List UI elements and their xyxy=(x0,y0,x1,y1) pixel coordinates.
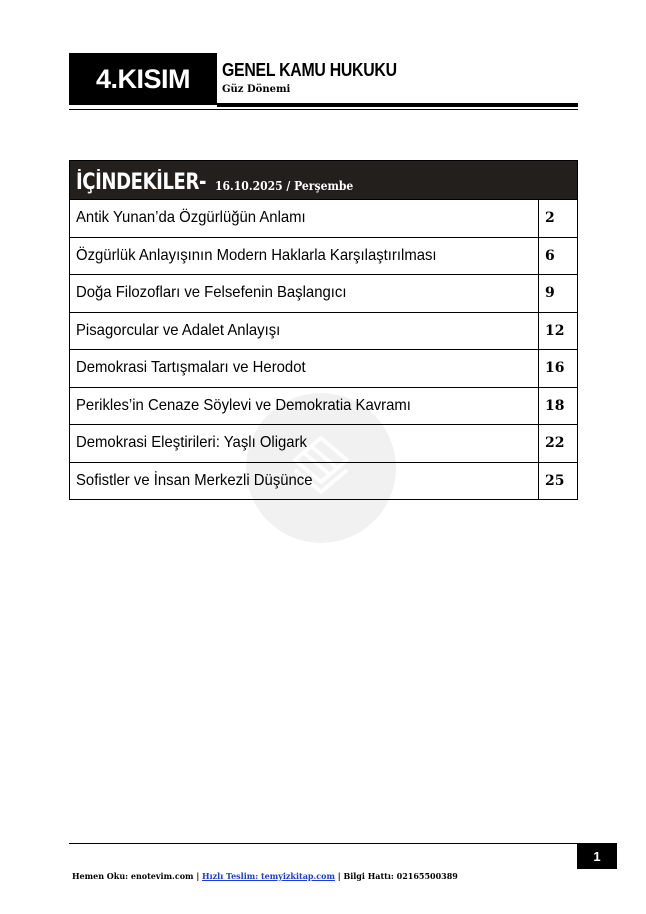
footer-delivery-link[interactable]: Hızlı Teslim: temyizkitap.com xyxy=(202,871,335,881)
toc-row[interactable] xyxy=(70,312,577,350)
toc-entry-title-text: Özgürlük Anlayışının Modern Haklarla Karşılaştırılması xyxy=(76,246,437,264)
toc-heading: İÇİNDEKİLER- xyxy=(76,170,207,195)
table-of-contents xyxy=(69,160,578,500)
toc-entry-title xyxy=(70,350,539,387)
footer-info xyxy=(72,871,458,881)
page-header xyxy=(69,53,578,111)
toc-entry-page: 18 xyxy=(545,397,565,414)
toc-entry-title xyxy=(70,388,539,425)
part-label: 4.KISIM xyxy=(69,53,217,105)
page-number: 1 xyxy=(577,843,617,869)
header-rule-thin xyxy=(69,109,578,110)
toc-entry-page: 25 xyxy=(545,472,565,489)
toc-row[interactable] xyxy=(70,274,577,312)
toc-entry-page: 16 xyxy=(545,360,565,377)
toc-entry-title-text: Antik Yunan’da Özgürlüğün Anlamı xyxy=(76,209,306,227)
footer-separator: | xyxy=(337,871,341,881)
toc-entry-page: 6 xyxy=(545,247,555,264)
toc-entry-title-text: Doğa Filozofları ve Felsefenin Başlangıcı xyxy=(76,284,347,302)
toc-entry-title-text: Demokrasi Eleştirileri: Yaşlı Oligark xyxy=(76,434,307,452)
course-title: GENEL KAMU HUKUKU xyxy=(222,60,397,80)
toc-row[interactable] xyxy=(70,387,577,425)
toc-entry-title xyxy=(70,425,539,462)
toc-entry-title xyxy=(70,313,539,350)
toc-entry-title xyxy=(70,238,539,275)
toc-row[interactable] xyxy=(70,237,577,275)
toc-entry-title xyxy=(70,275,539,312)
toc-header xyxy=(70,161,577,199)
toc-entry-title-text: Demokrasi Tartışmaları ve Herodot xyxy=(76,359,306,377)
toc-row[interactable] xyxy=(70,199,577,237)
toc-row[interactable] xyxy=(70,349,577,387)
toc-entry-title xyxy=(70,463,539,500)
toc-entry-title-text: Perikles’in Cenaze Söylevi ve Demokratia Kavramı xyxy=(76,396,411,414)
toc-date: 16.10.2025 / Perşembe xyxy=(214,179,353,193)
header-rule-thick xyxy=(217,103,578,107)
toc-row[interactable] xyxy=(70,462,577,500)
toc-entry-page: 9 xyxy=(545,285,555,302)
footer-read-label: Hemen Oku: enotevim.com xyxy=(72,871,194,881)
footer-rule xyxy=(69,843,578,844)
footer-phone: Bilgi Hattı: 02165500389 xyxy=(343,871,458,881)
term-label: Güz Dönemi xyxy=(222,84,291,95)
toc-entry-page: 2 xyxy=(545,210,555,227)
toc-entry-page: 12 xyxy=(545,322,565,339)
toc-entry-title-text: Sofistler ve İnsan Merkezli Düşünce xyxy=(76,471,313,489)
toc-entry-title-text: Pisagorcular ve Adalet Anlayışı xyxy=(76,321,281,339)
toc-entry-page: 22 xyxy=(545,435,565,452)
toc-row[interactable] xyxy=(70,424,577,462)
toc-entry-title xyxy=(70,200,539,237)
footer-separator: | xyxy=(196,871,200,881)
